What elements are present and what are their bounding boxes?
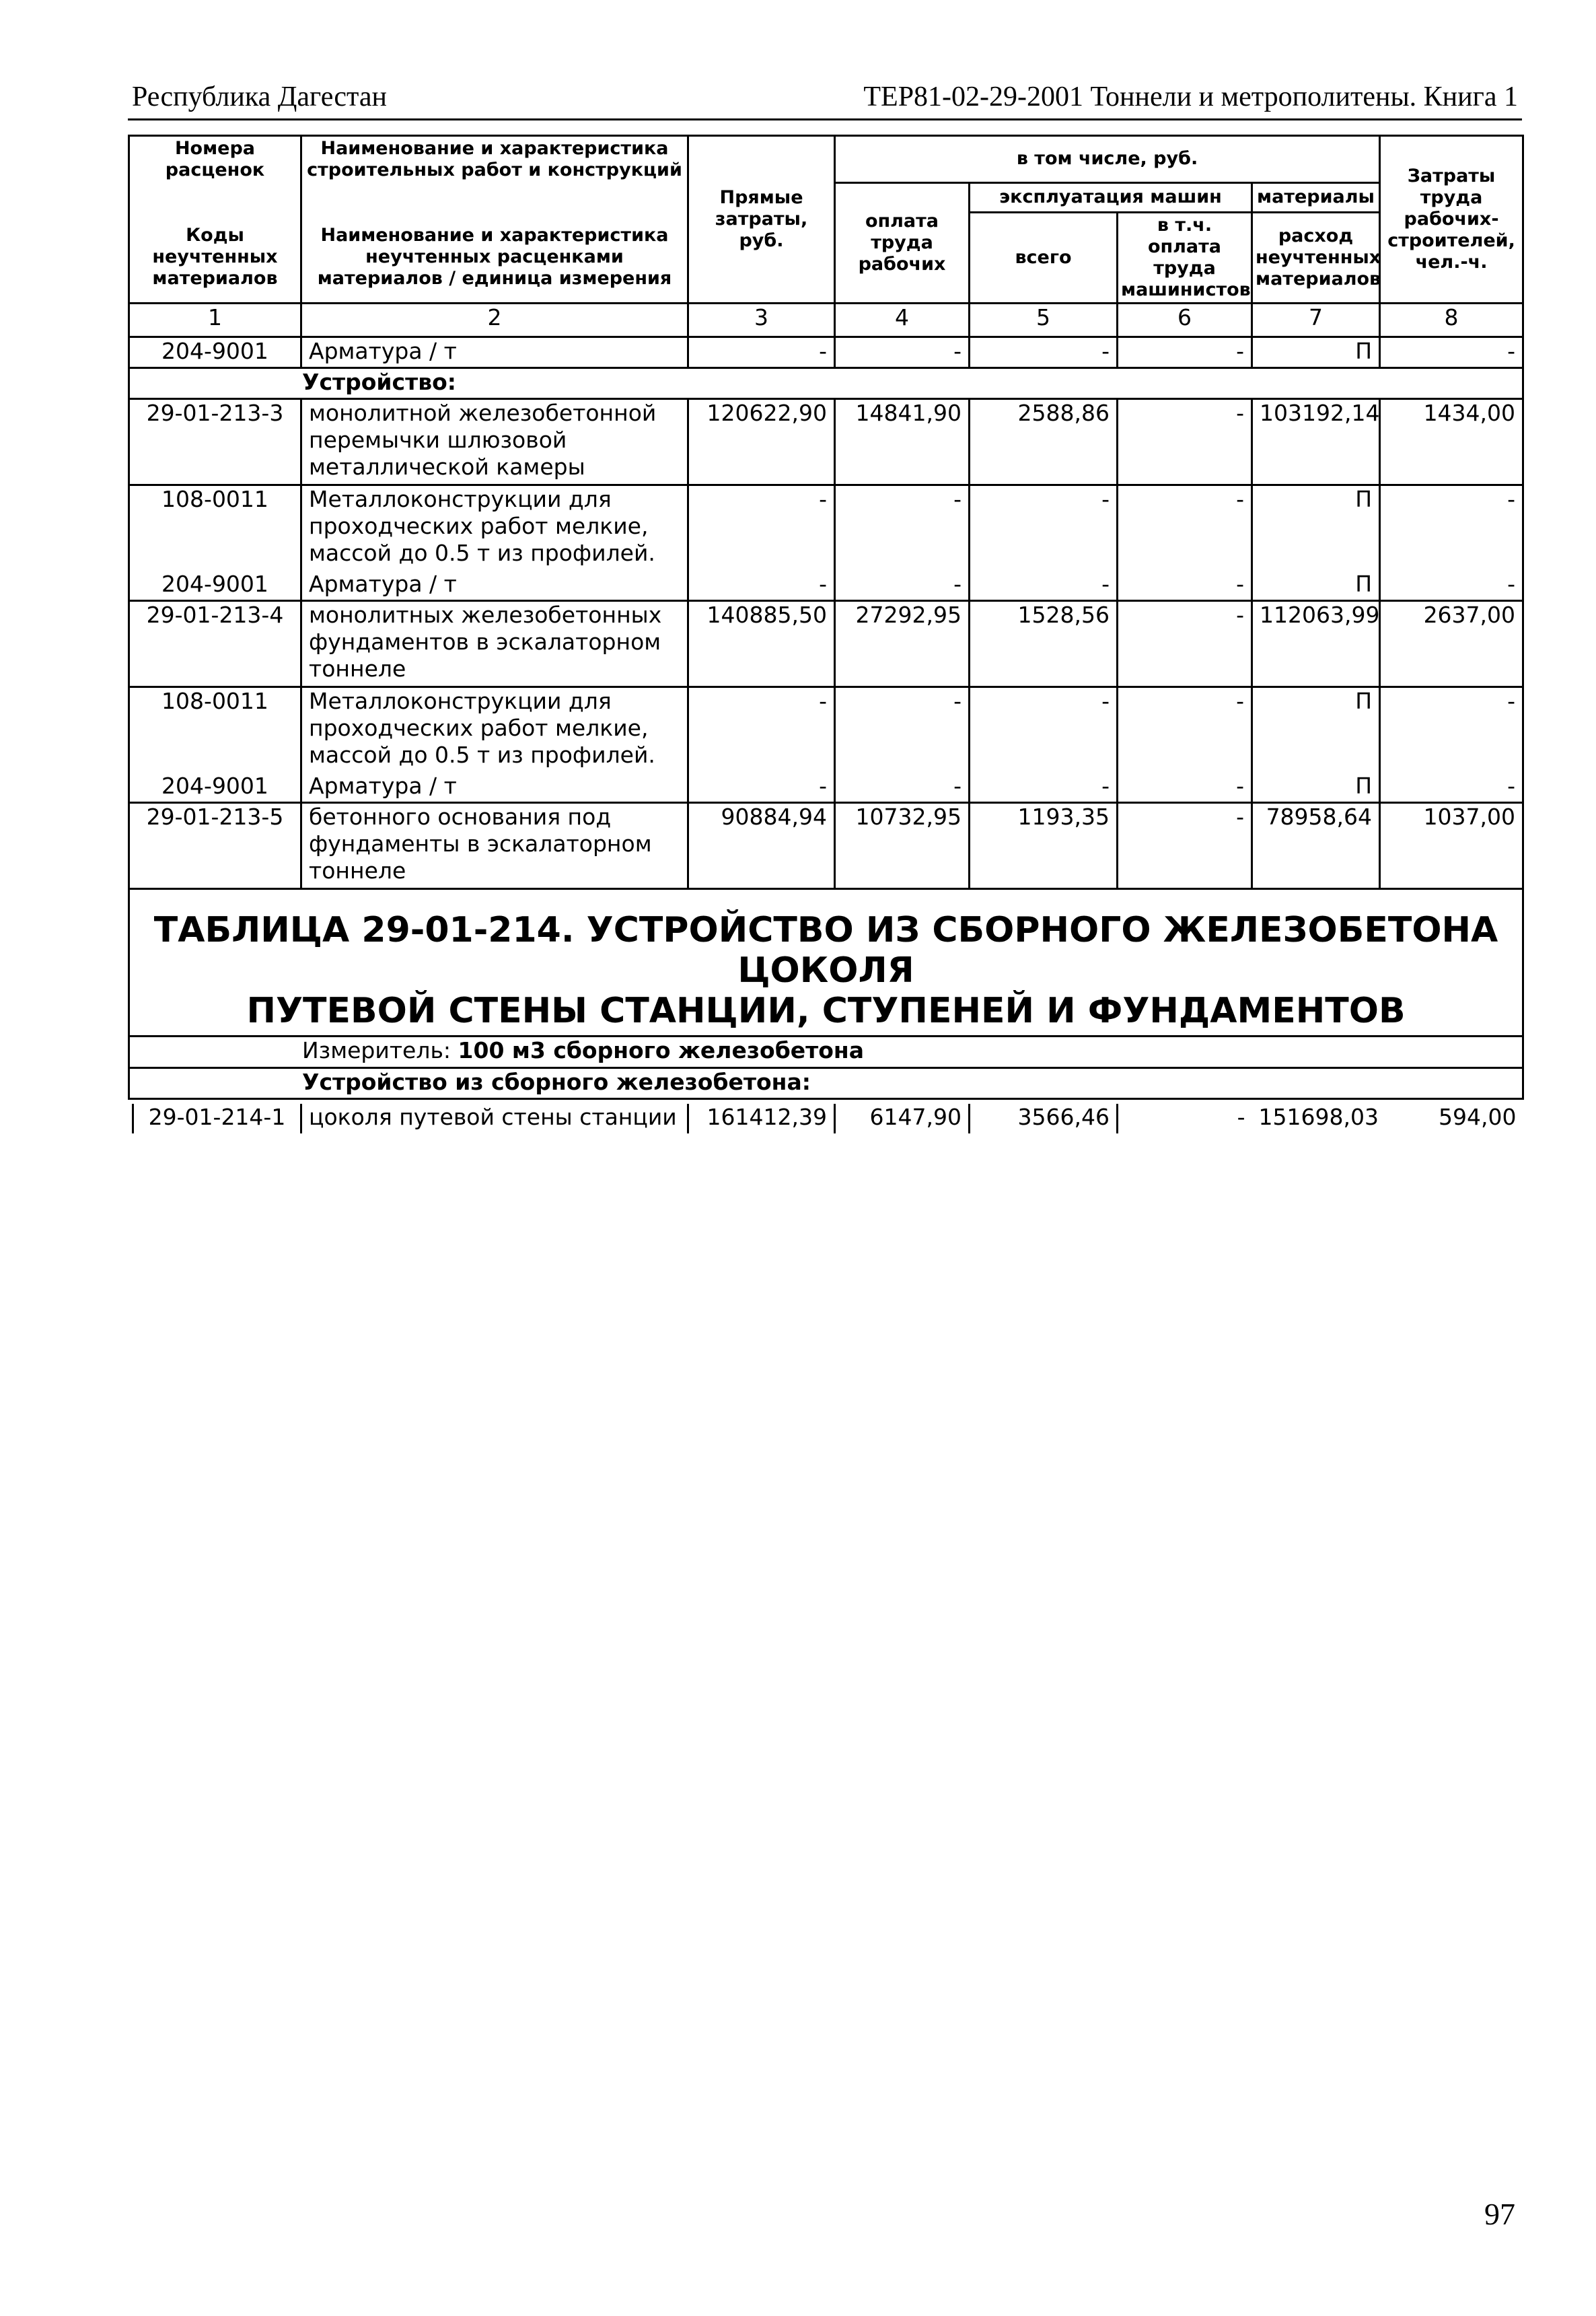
rate-code: 29-01-214-1: [133, 1104, 301, 1133]
material-code: 204-9001: [129, 571, 301, 600]
table-row: [129, 485, 1523, 571]
table-row: [133, 1104, 1523, 1133]
labor-hours: -: [1380, 773, 1523, 802]
machines-total: -: [970, 687, 1118, 773]
section-row: [129, 367, 1523, 398]
table-title-line2: ПУТЕВОЙ СТЕНЫ СТАНЦИИ, СТУПЕНЕЙ И ФУНДАМЕНТОВ: [246, 990, 1406, 1031]
rate-code: 29-01-213-3: [129, 398, 301, 485]
col-number: 7: [1252, 303, 1380, 337]
labor-hours: 594,00: [1439, 1104, 1517, 1130]
machinist-pay: -: [1118, 1104, 1252, 1133]
rate-name: монолитных железобетонных фундаментов в эскалаторном тоннеле: [301, 600, 688, 687]
col4-header: оплата труда рабочих: [835, 182, 970, 303]
labor-pay: -: [835, 687, 970, 773]
material-code: 108-0011: [129, 687, 301, 773]
materials: П: [1252, 687, 1380, 773]
machines-header: эксплуатация машин: [970, 182, 1252, 212]
col3-header: Прямые затраты, руб.: [688, 136, 835, 304]
table-title-line1: ТАБЛИЦА 29-01-214. УСТРОЙСТВО ИЗ СБОРНОГО ЖЕЛЕЗОБЕТОНА ЦОКОЛЯ: [153, 909, 1498, 991]
labor-pay: -: [835, 485, 970, 571]
col1-top-header: Номера расценок: [129, 136, 301, 183]
machinist-pay: -: [1118, 600, 1252, 687]
rates-table-continuation: [132, 1104, 1523, 1133]
direct-cost: -: [688, 687, 835, 773]
machines-total: -: [970, 485, 1118, 571]
direct-cost: -: [688, 773, 835, 802]
rate-name: бетонного основания под фундаменты в эскалаторном тоннеле: [301, 802, 688, 888]
col1-bottom-header: Коды неучтенных материалов: [129, 212, 301, 303]
machines-total: 3566,46: [970, 1104, 1118, 1133]
machinist-pay: -: [1118, 773, 1252, 802]
machinist-pay: -: [1118, 337, 1252, 367]
labor-hours: -: [1380, 571, 1523, 600]
materials: 103192,14: [1252, 398, 1380, 485]
materials: П: [1252, 485, 1380, 571]
table-row: [129, 398, 1523, 485]
running-header-left: Республика Дагестан: [132, 81, 388, 112]
col-number: 5: [970, 303, 1118, 337]
labor-pay: 14841,90: [835, 398, 970, 485]
table-title-row: [129, 888, 1523, 1036]
labor-hours: 2637,00: [1380, 600, 1523, 687]
materials: П: [1252, 337, 1380, 367]
direct-cost: -: [688, 485, 835, 571]
table-row: [129, 773, 1523, 802]
machines-total: 1193,35: [970, 802, 1118, 888]
materials: 112063,99: [1252, 600, 1380, 687]
machinist-pay: -: [1118, 571, 1252, 600]
section-title: Устройство из сборного железобетона:: [129, 1067, 1523, 1098]
labor-pay: 10732,95: [835, 802, 970, 888]
header-rule: [128, 118, 1522, 120]
direct-cost: 140885,50: [688, 600, 835, 687]
col6-header: в т.ч. оплата труда машинистов: [1118, 212, 1252, 303]
table-row: [129, 687, 1523, 773]
materials: П: [1252, 773, 1380, 802]
machines-total: -: [970, 773, 1118, 802]
table-row: [129, 600, 1523, 687]
machinist-pay: -: [1118, 687, 1252, 773]
material-name: Металлоконструкции для проходческих работ мелкие, массой до 0.5 т из профилей.: [301, 687, 688, 773]
machinist-pay: -: [1118, 485, 1252, 571]
machinist-pay: -: [1118, 802, 1252, 888]
labor-pay: 27292,95: [835, 600, 970, 687]
col-number: 3: [688, 303, 835, 337]
column-numbers-row: [129, 303, 1523, 337]
labor-pay: -: [835, 571, 970, 600]
materials-header: материалы: [1252, 182, 1380, 212]
labor-hours: -: [1380, 687, 1523, 773]
labor-pay: 6147,90: [835, 1104, 970, 1133]
section-title: Устройство:: [129, 367, 1523, 398]
rate-name: монолитной железобетонной перемычки шлюзовой металлической камеры: [301, 398, 688, 485]
material-name: Арматура / т: [301, 773, 688, 802]
rate-code: 29-01-213-4: [129, 600, 301, 687]
labor-hours: -: [1380, 337, 1523, 367]
direct-cost: 120622,90: [688, 398, 835, 485]
col2-bottom-header: Наименование и характеристика неучтенных расценками материалов / единица измерения: [301, 212, 688, 303]
direct-cost: 90884,94: [688, 802, 835, 888]
measure-value: 100 м3 сборного железобетона: [458, 1037, 864, 1063]
table-row: [129, 337, 1523, 367]
machines-total: 2588,86: [970, 398, 1118, 485]
section-row: [129, 1067, 1523, 1098]
material-code: 108-0011: [129, 485, 301, 571]
material-name: Арматура / т: [301, 571, 688, 600]
col8-header: Затраты труда рабочих-строителей, чел.-ч.: [1380, 136, 1523, 304]
rate-name: цоколя путевой стены станции: [301, 1104, 688, 1133]
rate-name: Арматура / т: [301, 337, 688, 367]
labor-pay: -: [835, 773, 970, 802]
direct-cost: -: [688, 571, 835, 600]
col5-header: всего: [970, 212, 1118, 303]
rates-table: [128, 135, 1524, 1100]
material-code: 204-9001: [129, 773, 301, 802]
materials: П: [1252, 571, 1380, 600]
rate-code: 29-01-213-5: [129, 802, 301, 888]
materials: 151698,03: [1258, 1104, 1379, 1130]
table-row: [129, 571, 1523, 600]
measure-row: [129, 1036, 1523, 1067]
measure-label: Измеритель:: [302, 1037, 451, 1063]
labor-pay: -: [835, 337, 970, 367]
machinist-pay: -: [1118, 398, 1252, 485]
col-number: 4: [835, 303, 970, 337]
table-row: [129, 802, 1523, 888]
labor-hours: -: [1380, 485, 1523, 571]
direct-cost: -: [688, 337, 835, 367]
col-number: 1: [129, 303, 301, 337]
labor-hours: 1037,00: [1380, 802, 1523, 888]
col2-top-header: Наименование и характеристика строительных работ и конструкций: [301, 136, 688, 183]
material-name: Металлоконструкции для проходческих работ мелкие, массой до 0.5 т из профилей.: [301, 485, 688, 571]
col-number: 8: [1380, 303, 1523, 337]
machines-total: 1528,56: [970, 600, 1118, 687]
materials: 78958,64: [1252, 802, 1380, 888]
machines-total: -: [970, 571, 1118, 600]
direct-cost: 161412,39: [688, 1104, 835, 1133]
running-header-right: ТЕР81-02-29-2001 Тоннели и метрополитены. Книга 1: [863, 81, 1518, 112]
labor-hours: 1434,00: [1380, 398, 1523, 485]
col-number: 2: [301, 303, 688, 337]
col7-header: расход неучтенных материалов: [1252, 212, 1380, 303]
col-number: 6: [1118, 303, 1252, 337]
machines-total: -: [970, 337, 1118, 367]
incl-header: в том числе, руб.: [835, 136, 1380, 183]
rate-code: 204-9001: [129, 337, 301, 367]
page-number: 97: [1484, 2197, 1515, 2231]
